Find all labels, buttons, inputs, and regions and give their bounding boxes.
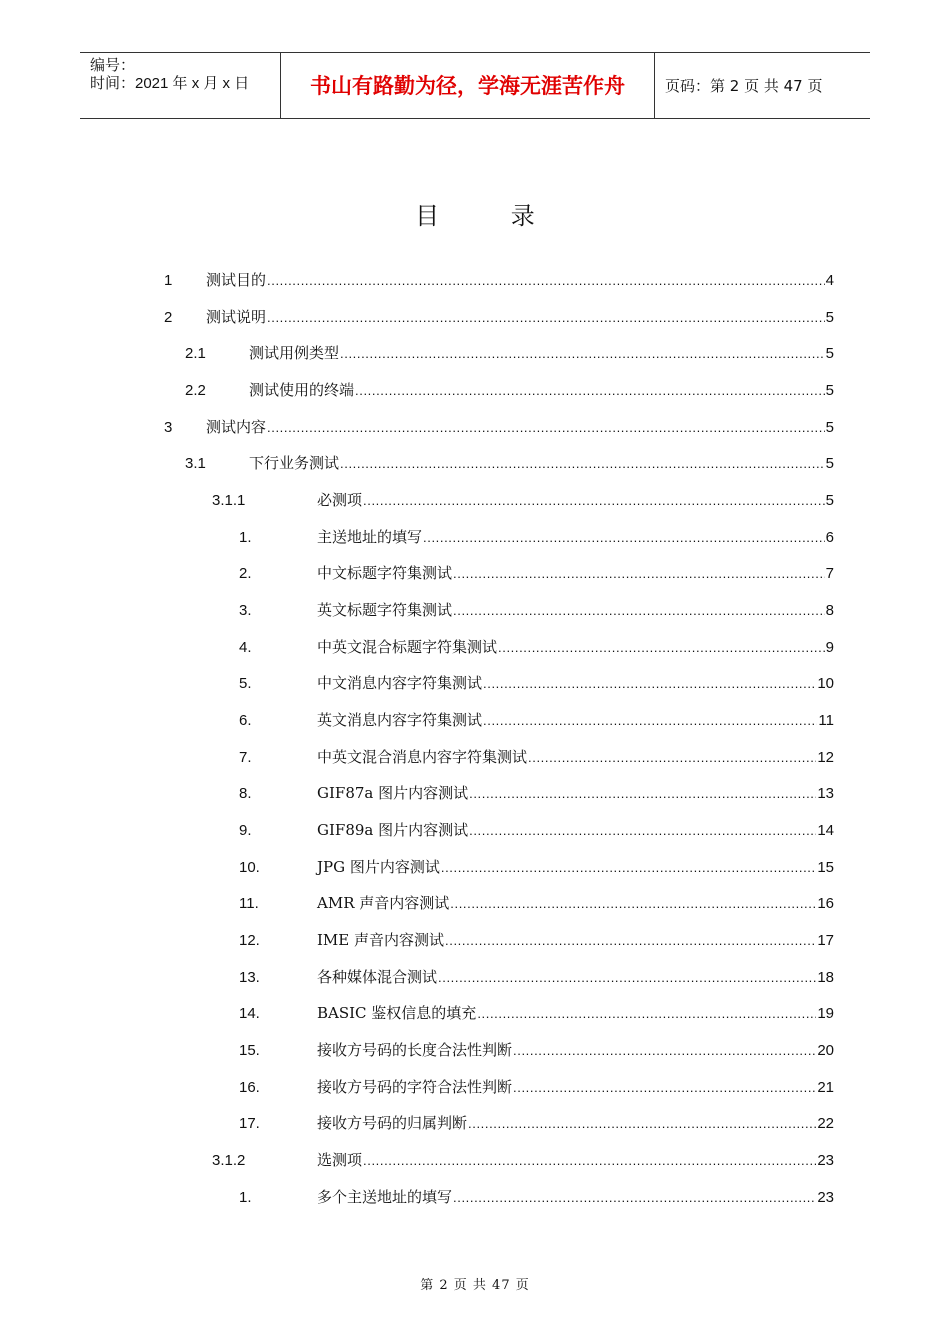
toc-entry-page: 11 [818,712,834,729]
toc-entry-page: 5 [825,455,834,472]
header-page-info: 页码：第 2 页 共 47 页 [665,77,823,95]
toc-entry[interactable] [239,671,834,695]
toc-entry-page: 14 [817,822,834,839]
toc-leader-dots [513,1076,816,1100]
toc-leader-dots [477,1002,816,1026]
toc-entry-page: 19 [817,1005,834,1022]
toc-leader-dots [498,636,825,660]
toc-entry-number: 3. [239,602,252,619]
toc-entry[interactable] [239,855,834,879]
toc-entry-number: 2. [239,565,252,582]
document-time-label: 时间：2021 年 x 月 x 日 [90,75,250,92]
toc-entry-number: 12. [239,932,260,949]
toc-entry-page: 12 [817,749,834,766]
toc-entry[interactable] [239,635,834,659]
toc-entry-page: 5 [825,309,834,326]
toc-entry[interactable] [239,598,834,622]
toc-leader-dots [453,1186,816,1210]
toc-leader-dots [438,966,816,990]
toc-leader-dots [528,746,816,770]
toc-entry[interactable] [239,818,834,842]
toc-entry-title: BASIC 鉴权信息的填充 [317,1004,477,1022]
toc-entry[interactable] [239,1111,834,1135]
toc-entry-page: 20 [817,1042,834,1059]
toc-entry-title: 中文标题字符集测试 [317,564,453,582]
toc-entry-page: 5 [825,419,834,436]
toc-entry-number: 15. [239,1042,260,1059]
toc-entry-number: 3 [164,419,173,436]
toc-entry-number: 10. [239,859,260,876]
page-title: 目 录 [415,202,567,230]
toc-entry-title: 选测项 [317,1151,363,1169]
toc-leader-dots [355,379,825,403]
toc-leader-dots [267,416,825,440]
toc-entry-page: 21 [817,1079,834,1096]
toc-entry-number: 13. [239,969,260,986]
toc-entry-number: 16. [239,1079,260,1096]
document-number-label: 编号： [90,57,136,74]
toc-entry[interactable] [212,1148,834,1172]
toc-entry-number: 5. [239,675,252,692]
toc-entry-page: 9 [825,639,834,656]
toc-entry[interactable] [239,1075,834,1099]
toc-entry-title: 英文标题字符集测试 [317,601,453,619]
toc-entry-page: 5 [825,382,834,399]
toc-entry-page: 16 [817,895,834,912]
toc-entry-number: 7. [239,749,252,766]
toc-leader-dots [483,672,816,696]
toc-entry-number: 2.1 [185,345,206,362]
toc-entry[interactable] [239,1038,834,1062]
toc-entry[interactable] [239,965,834,989]
toc-entry-number: 9. [239,822,252,839]
toc-entry-page: 23 [817,1152,834,1169]
toc-entry-number: 1. [239,1189,252,1206]
toc-entry-title: 测试说明 [206,308,267,326]
toc-entry-title: GIF87a 图片内容测试 [317,784,469,802]
toc-entry-number: 2.2 [185,382,206,399]
toc-entry[interactable] [239,708,834,732]
toc-entry-title: 接收方号码的长度合法性判断 [317,1041,513,1059]
toc-leader-dots [363,489,825,513]
toc-entry-page: 15 [817,859,834,876]
page-footer: 第 2 页 共 47 页 [420,1278,530,1293]
toc-leader-dots [423,526,825,550]
toc-entry-number: 6. [239,712,252,729]
toc-entry[interactable] [164,415,834,439]
toc-entry[interactable] [239,781,834,805]
toc-entry-number: 11. [239,895,259,912]
toc-entry-number: 1 [164,272,173,289]
toc-leader-dots [340,342,825,366]
toc-entry-number: 2 [164,309,173,326]
toc-leader-dots [441,856,816,880]
toc-entry[interactable] [164,305,834,329]
toc-leader-dots [445,929,816,953]
toc-entry-title: 测试目的 [206,271,267,289]
toc-entry-number: 17. [239,1115,260,1132]
toc-entry-page: 4 [825,272,834,289]
toc-entry-number: 8. [239,785,252,802]
toc-entry-number: 1. [239,529,252,546]
toc-entry[interactable] [239,745,834,769]
toc-entry-page: 17 [817,932,834,949]
toc-leader-dots [453,599,825,623]
toc-entry[interactable] [185,341,834,365]
toc-entry[interactable] [239,561,834,585]
toc-entry[interactable] [185,451,834,475]
toc-entry-page: 10 [817,675,834,692]
toc-entry-page: 5 [825,492,834,509]
toc-entry-title: 测试用例类型 [249,344,340,362]
toc-entry-page: 8 [825,602,834,619]
header-meta [80,53,281,119]
toc-entry-page: 5 [825,345,834,362]
toc-entry-number: 4. [239,639,252,656]
toc-entry-title: AMR 声音内容测试 [317,894,450,912]
toc-entry-title: 接收方号码的归属判断 [317,1114,468,1132]
toc-leader-dots [483,709,817,733]
toc-entry-title: IME 声音内容测试 [317,931,445,949]
toc-leader-dots [453,562,825,586]
toc-entry-page: 23 [817,1189,834,1206]
toc-entry[interactable] [239,1001,834,1025]
toc-entry-title: 测试内容 [206,418,267,436]
toc-entry-title: 测试使用的终端 [249,381,355,399]
toc-leader-dots [469,782,816,806]
toc-entry-title: 下行业务测试 [249,454,340,472]
toc-entry-page: 18 [817,969,834,986]
toc-entry-title: 多个主送地址的填写 [317,1188,453,1206]
toc-entry-title: GIF89a 图片内容测试 [317,821,469,839]
toc-entry-page: 6 [825,529,834,546]
toc-entry-page: 7 [825,565,834,582]
toc-entry-title: 各种媒体混合测试 [317,968,438,986]
toc-entry[interactable] [185,378,834,402]
toc-entry[interactable] [239,891,834,915]
toc-entry-title: 中文消息内容字符集测试 [317,674,483,692]
toc-entry-title: 接收方号码的字符合法性判断 [317,1078,513,1096]
toc-entry[interactable] [239,525,834,549]
toc-leader-dots [513,1039,816,1063]
page-header [80,52,870,119]
toc-entry-number: 3.1.1 [212,492,246,509]
toc-leader-dots [267,306,825,330]
toc-entry-title: 中英文混合标题字符集测试 [317,638,498,656]
toc-entry-title: 主送地址的填写 [317,528,423,546]
toc-entry[interactable] [239,928,834,952]
toc-entry-title: 必测项 [317,491,363,509]
toc-entry-title: JPG 图片内容测试 [317,858,440,876]
toc-leader-dots [363,1149,816,1173]
toc-entry[interactable] [212,488,834,512]
toc-entry[interactable] [239,1185,834,1209]
toc-leader-dots [450,892,816,916]
toc-entry-title: 英文消息内容字符集测试 [317,711,483,729]
toc-leader-dots [340,452,825,476]
toc-entry-page: 13 [817,785,834,802]
toc-leader-dots [468,1112,816,1136]
toc-entry-number: 3.1 [185,455,206,472]
toc-entry[interactable] [164,268,834,292]
toc-leader-dots [469,819,816,843]
toc-entry-number: 14. [239,1005,260,1022]
toc-entry-number: 3.1.2 [212,1152,246,1169]
toc-leader-dots [267,269,825,293]
toc-entry-page: 22 [817,1115,834,1132]
header-motto: 书山有路勤为径，学海无涯苦作舟 [281,53,655,119]
toc-entry-title: 中英文混合消息内容字符集测试 [317,748,528,766]
